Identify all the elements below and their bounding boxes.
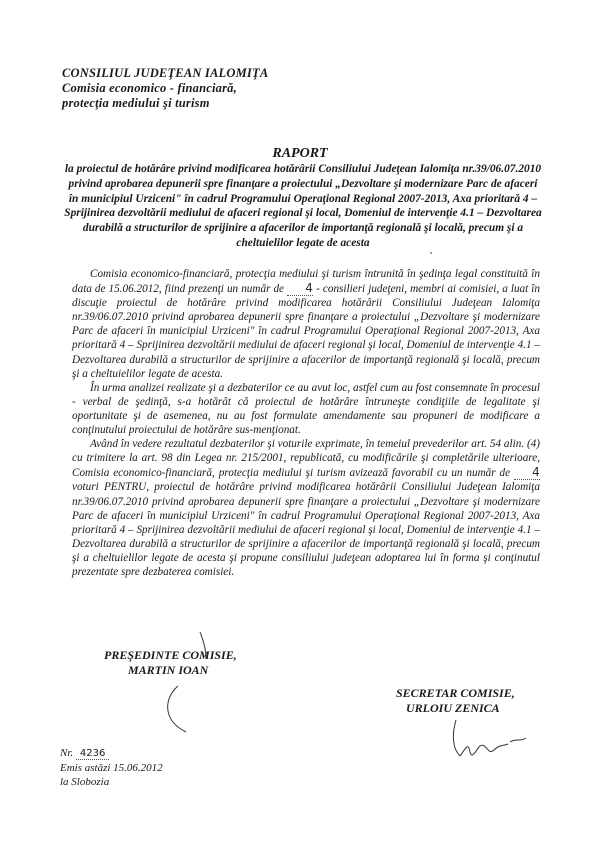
paragraph-3	[72, 437, 540, 579]
president-signature-block	[104, 648, 237, 678]
secretary-name: URLOIU ZENICA	[406, 701, 500, 715]
secretary-signature	[446, 712, 536, 772]
document-header	[62, 66, 268, 111]
president-title: PREŞEDINTE COMISIE,	[104, 648, 237, 662]
commission-name-line1: Comisia economico - financiară,	[62, 81, 237, 95]
secretary-title: SECRETAR COMISIE,	[396, 686, 515, 700]
paragraph-1-text-start: Comisia economico-financiară, protecţia mediului şi turism întrunită în şedinţa legal constituită în data de 15.06.2012, fiind prezenţi un număr de	[72, 268, 540, 296]
president-name: MARTIN IOAN	[128, 663, 209, 677]
commission-name-line2: protecţia mediului şi turism	[62, 96, 210, 110]
registration-number-line	[60, 746, 163, 761]
issue-place: la Slobozia	[60, 776, 110, 788]
votes-for-count: 4	[514, 465, 540, 480]
members-present-count: 4	[287, 281, 313, 296]
issue-date: Emis astăzi 15.06.2012	[60, 762, 163, 774]
document-footer	[60, 746, 163, 789]
organization-name: CONSILIUL JUDEŢEAN IALOMIŢA	[62, 66, 269, 80]
registration-number: 4236	[76, 748, 109, 760]
registration-number-label: Nr.	[60, 747, 74, 759]
president-signature	[160, 628, 220, 738]
paragraph-1	[72, 267, 540, 381]
paragraph-3-text-start: Având în vedere rezultatul dezbaterilor şi voturile exprimate, în temeiul prevederilor art. 54 alin. (4) cu trimitere la art. 98 din Legea nr. 215/2001, republicată, cu modificările şi completările ulterioare, Comisia economico-financiară, protecţia mediului şi turism avizează favorabil cu un număr de	[72, 438, 540, 480]
paragraph-2: În urma analizei realizate şi a dezbaterilor ce au avut loc, astfel cum au fost consemnate în procesul - verbal de şedinţă, s-a hotărât că proiectul de hotărâre întruneşte condiţiile de legalitate şi oportunitate şi de asemenea, nu au fost formulate amendamente sau propuneri de modificare a conţinutului proiectului de hotărâre sus-menţionat.	[72, 381, 540, 437]
report-title: RAPORT	[272, 146, 328, 161]
report-subtitle: la proiectul de hotărâre privind modificarea hotărârii Consiliului Judeţean Ialomiţa nr.39/06.07.2010 privind aprobarea depunerii spre finanţare a proiectului „Dezvoltare şi modernizare Parc de afaceri în municipiul Urziceni" în cadrul Programului Operaţional Regional 2007-2013, Axa prioritară 4 – Sprijinirea dezvoltării mediului de afaceri regional şi local, Domeniul de intervenţie 4.1 – Dezvoltarea durabilă a structurilor de sprijinire a afacerilor de importanţă regională şi locală, precum şi a cheltuielilor legate de acesta	[64, 163, 542, 249]
paragraph-1-text-end: - consilieri judeţeni, membri ai comisiei, a luat în discuţie proiectul de hotărâre privind modificarea hotărârii Consiliului Judeţean Ialomiţa nr.39/06.07.2010 privind aprobarea depunerii spre finanţare a proiectului „Dezvoltare şi modernizare Parc de afaceri în municipiul Urziceni" în cadrul Programului Operaţional Regional 2007-2013, Axa prioritară 4 – Sprijinirea dezvoltării mediului de afaceri regional şi local, Domeniul de intervenţie 4.1 – Dezvoltarea durabilă a structurilor de sprijinire a afacerilor de importanţă regională şi locală, precum şi a cheltuielilor legate de acesta.	[72, 283, 540, 380]
report-body	[72, 267, 540, 579]
stray-dot	[428, 250, 434, 256]
paragraph-3-text-end: voturi PENTRU, proiectul de hotărâre privind modificarea hotărârii Consiliului Judeţean Ialomiţa nr.39/06.07.2010 privind aprobarea depunerii spre finanţare a proiectului „Dezvoltare şi modernizare Parc de afaceri în municipiul Urziceni" în cadrul Programului Operaţional Regional 2007-2013, Axa prioritară 4 – Sprijinirea dezvoltării mediului de afaceri regional şi local, Domeniul de intervenţie 4.1 – Dezvoltarea durabilă a structurilor de sprijinire a afacerilor de importanţă regională şi locală, precum şi a cheltuielilor legate de acesta şi propune consiliului judeţean adoptarea lui în forma şi conţinutul prezentate spre dezbaterea comisiei.	[72, 481, 540, 578]
